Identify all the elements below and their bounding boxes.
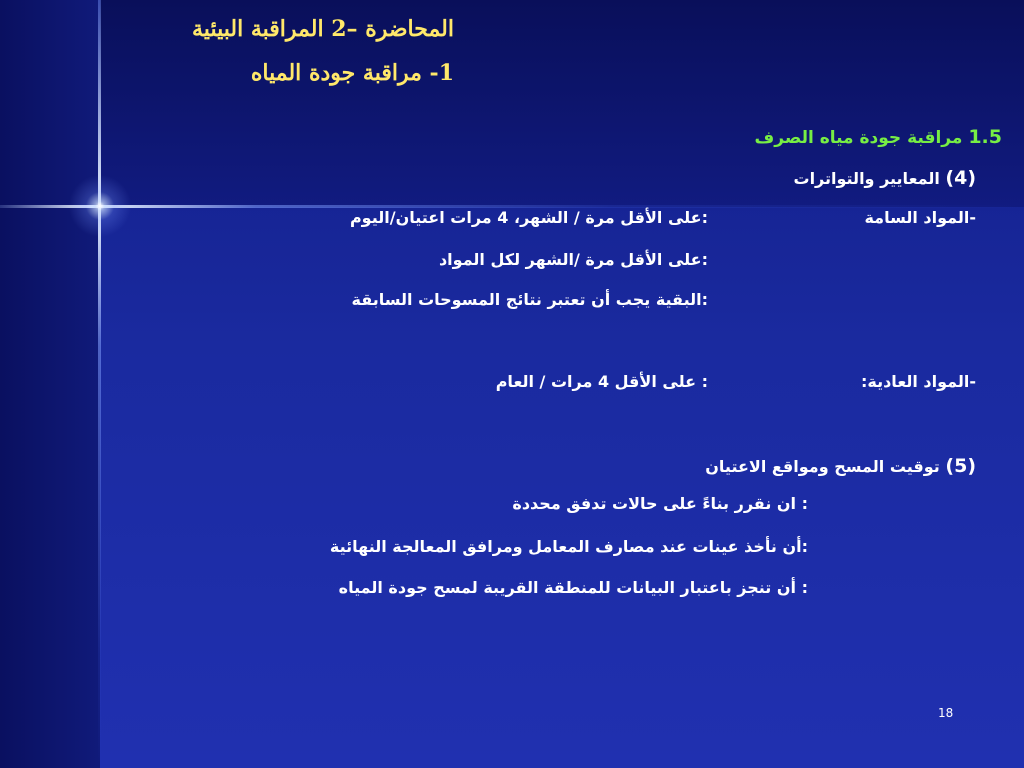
sparkle-decoration: [60, 166, 140, 246]
subsection-5-item-2: :أن نأخذ عينات عند مصارف المعامل ومرافق المعالجة النهائية: [329, 537, 808, 556]
toxic-line-2: :على الأقل مرة /الشهر لكل المواد: [438, 250, 708, 269]
page-number: 18: [938, 706, 954, 720]
slide-title-line1: المحاضرة –2 المراقبة البيئية: [192, 16, 454, 42]
subsection-5-item-1: : ان نقرر بناءً على حالات تدفق محددة: [512, 494, 808, 513]
subsection-5-title: توقيت المسح ومواقع الاعتيان: [705, 457, 940, 476]
left-band-decoration: [0, 0, 100, 768]
section-heading: [755, 126, 1003, 148]
subsection-5-heading: [705, 455, 976, 477]
toxic-line-1: :على الأقل مرة / الشهر، 4 مرات اعتيان/اليوم: [349, 208, 708, 227]
subsection-4-number: (4): [945, 167, 976, 189]
toxic-line-3: :البقية يجب أن تعتبر نتائج المسوحات السابقة: [351, 290, 708, 309]
ordinary-line: : على الأقل 4 مرات / العام: [495, 372, 708, 391]
ordinary-label: -المواد العادية:: [860, 372, 976, 391]
subsection-4-title: المعايير والتواترات: [793, 169, 940, 188]
vertical-glow-line: [98, 0, 101, 768]
subsection-4-heading: [793, 167, 976, 189]
toxic-label: -المواد السامة: [864, 208, 976, 227]
subsection-5-number: (5): [945, 455, 976, 477]
section-number: 1.5: [968, 126, 1002, 148]
section-title: مراقبة جودة مياه الصرف: [754, 128, 963, 148]
slide-title-line2: 1- مراقبة جودة المياه: [250, 60, 454, 86]
subsection-5-item-3: : أن تنجز باعتبار البيانات للمنطقة القريبة لمسح جودة المياه: [338, 578, 808, 597]
